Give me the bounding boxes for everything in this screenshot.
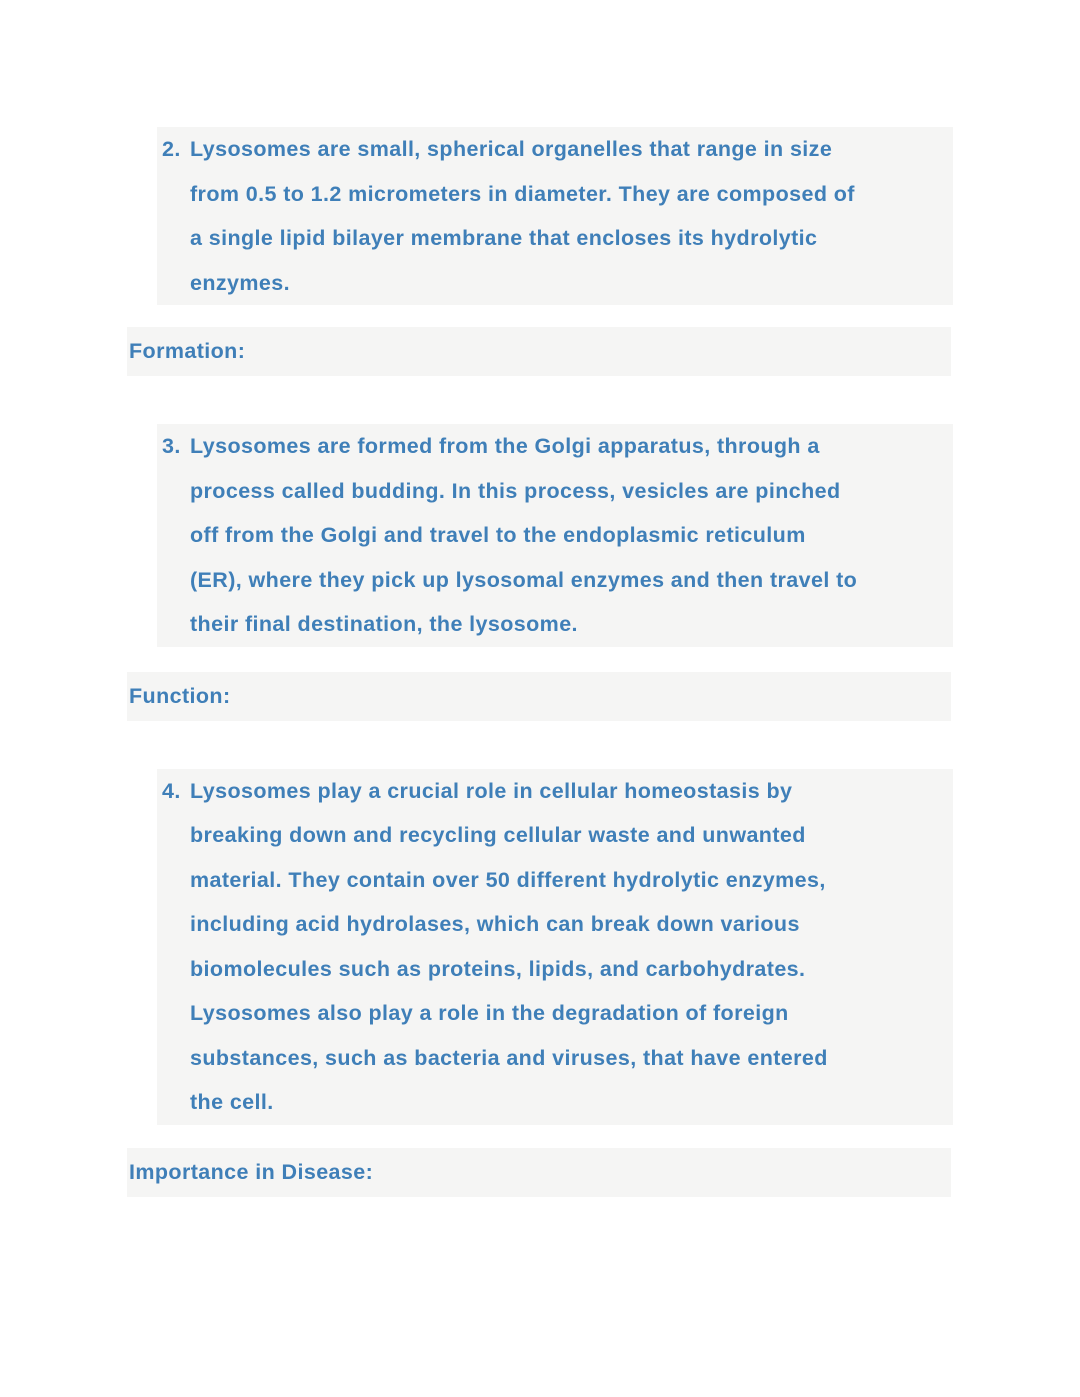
text-line: a single lipid bilayer membrane that encloses its hydrolytic [190,226,818,250]
list-number: 2. [162,137,181,161]
section-heading-block [127,672,951,721]
text-line: (ER), where they pick up lysosomal enzymes and then travel to [190,567,858,592]
section-heading-block [127,1148,951,1197]
text-line: Lysosomes play a crucial role in cellular homeostasis by [190,778,793,803]
text-line: biomolecules such as proteins, lipids, and carbohydrates. [190,956,806,981]
text-line: breaking down and recycling cellular waste and unwanted [190,823,806,847]
text-line: process called budding. In this process, vesicles are pinched [190,478,841,503]
text-line: Lysosomes are small, spherical organelles that range in size [190,137,833,161]
section-heading-block [127,327,951,376]
section-heading: Function: [129,683,231,708]
list-item [157,127,953,305]
text-line: off from the Golgi and travel to the endoplasmic reticulum [190,523,806,547]
text-line: their final destination, the lysosome. [190,612,578,636]
text-line: substances, such as bacteria and viruses, that have entered [190,1045,828,1070]
section-heading: Importance in Disease: [129,1159,374,1184]
list-item [157,769,953,1125]
text-line: enzymes. [190,270,291,295]
text-line: Lysosomes also play a role in the degradation of foreign [190,1001,789,1025]
list-number: 3. [162,434,181,458]
list-item [157,424,953,647]
document-content [127,127,953,1197]
text-line: material. They contain over 50 different hydrolytic enzymes, [190,867,826,892]
list-number: 4. [162,778,181,803]
text-line: including acid hydrolases, which can break down various [190,912,800,936]
section-heading: Formation: [129,339,246,363]
text-line: Lysosomes are formed from the Golgi apparatus, through a [190,434,820,458]
text-line: from 0.5 to 1.2 micrometers in diameter. They are composed of [190,181,855,206]
text-line: the cell. [190,1090,274,1114]
